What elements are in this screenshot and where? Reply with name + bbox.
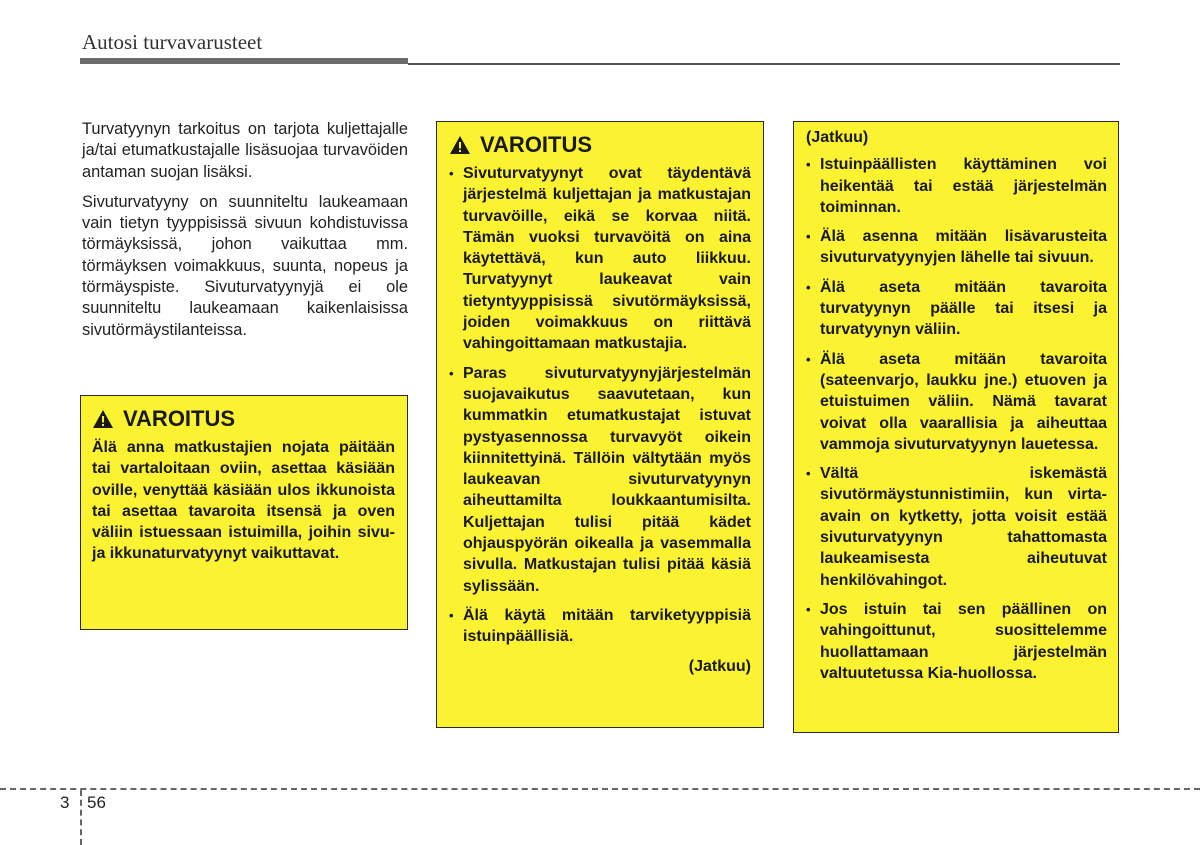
paragraph: Turvatyynyn tarkoitus on tarjota kuljettajalle ja/tai etumatkustajalle lisäsuojaa turvavöiden antaman suojan lisäksi. <box>82 120 408 181</box>
bullet: • <box>806 601 811 617</box>
bullet: • <box>806 351 811 367</box>
continued-label: (Jatkuu) <box>688 657 751 675</box>
bullet: • <box>806 229 811 245</box>
list-item <box>806 277 1107 341</box>
warning-triangle-icon <box>449 135 471 155</box>
list-item-text: Jos istuin tai sen päällinen on vahingoittunut, suosittelemme huollattamaan järjestelmän valtuutetussa Kia-huollossa. <box>820 600 1107 682</box>
warning-box-middle <box>436 121 764 728</box>
list-item <box>449 363 751 597</box>
section-title: Autosi turvavarusteet <box>82 30 263 54</box>
warning-heading <box>449 132 751 158</box>
warning-title: VAROITUS <box>123 406 236 431</box>
list-item-text: Älä asenna mitään lisävarusteita sivuturvatyynyjen lähelle tai sivuun. <box>820 228 1107 267</box>
warning-list <box>449 163 751 648</box>
header-rule-thick <box>80 58 408 64</box>
continued-from-label: (Jatkuu) <box>806 129 869 146</box>
list-item <box>806 226 1107 269</box>
page-number: 56 <box>87 793 106 812</box>
warning-box-left <box>80 395 408 630</box>
warning-triangle-icon <box>92 409 114 429</box>
list-item <box>806 349 1107 455</box>
page-number-separator <box>80 790 82 845</box>
bullet: • <box>806 157 811 173</box>
bullet: • <box>449 166 454 181</box>
list-item <box>449 163 751 355</box>
bullet: • <box>806 466 811 482</box>
bullet: • <box>449 365 454 381</box>
warning-title: VAROITUS <box>480 132 593 157</box>
list-item-text: Älä käytä mitään tarviketyyppisiä istuinpäällisiä. <box>463 606 751 646</box>
list-item-text: Sivuturvatyynyt ovat täydentävä järjestelmä kuljettajan ja matkustajan turvavöille, eikä se korvaa niitä. Tämän vuoksi turvavöitä on aina käytettävä, kun auto liikkuu. Turvatyynyt laukeavat vain tietyntyyppisissä sivutörmäyksissä, joiden voimakkuus on riittävä vahingoittamaan matkustajia. <box>463 165 751 353</box>
chapter-number: 3 <box>60 793 70 812</box>
list-item-text: Vältä iskemästä sivutörmäystunnistimiin, kun virta-avain on kytketty, jotta voisit estää sivuturvatyynyn tahattomasta laukeamisesta aiheutuvat henkilövahingot. <box>820 465 1107 589</box>
footer-divider <box>0 788 1200 790</box>
list-item-text: Istuinpäällisten käyttäminen voi heikentää tai estää järjestelmän toiminnan. <box>820 156 1107 216</box>
warning-heading <box>92 406 395 432</box>
paragraph: Sivuturvatyyny on suunniteltu laukeamaan vain tietyn tyyppisissä sivuun kohdistuvissa törmäyksissä, johon vaikuttaa mm. törmäyksen voimakkuus, suunta, nopeus ja törmäyspiste. Sivuturvatyynyjä ei ole suunniteltu laukeamaan kaikenlaisissa sivutörmäystilanteissa. <box>82 192 408 339</box>
bullet: • <box>806 279 811 295</box>
header-rule-thin <box>408 63 1120 65</box>
warning-box-right <box>793 121 1119 733</box>
list-item <box>806 599 1107 684</box>
list-item <box>449 605 751 648</box>
warning-text: Älä anna matkustajien nojata päitään tai vartaloitaan oviin, asettaa käsiään oville, venyttää käsiään ulos ikkunoista tai asettaa tavaroita itsensä ja oven väliin istuessaan istuimilla, joihin sivu- ja ikkunaturvatyynyt vaikuttavat. <box>92 439 395 563</box>
list-item <box>806 463 1107 591</box>
list-item-text: Älä aseta mitään tavaroita (sateenvarjo, laukku jne.) etuoven ja etuistuimen väliin. Nämä tavarat voivat olla vaarallisia ja aiheuttaa vammoja sivuturvatyynyn lauetessa. <box>820 350 1107 453</box>
bullet: • <box>449 607 454 623</box>
body-text <box>82 119 408 350</box>
warning-list <box>806 154 1107 684</box>
list-item-text: Älä aseta mitään tavaroita turvatyynyn päälle tai itsesi ja turvatyynyn väliin. <box>820 278 1107 339</box>
list-item-text: Paras sivuturvatyynyjärjestelmän suojavaikutus saavutetaan, kun kummatkin etumatkustajat istuvat pystyasennossa turvavyöt oikein kiinnitettyinä. Tällöin vältytään myös laukeavan sivuturvatyynyn aiheuttamilta loukkaantumisilta. Kuljettajan tulisi pitää kädet ohjauspyörän oikealla ja vasemmalla sivulla. Matkustajan tulisi pitää käsiä sylissään. <box>463 364 751 595</box>
list-item <box>806 154 1107 218</box>
